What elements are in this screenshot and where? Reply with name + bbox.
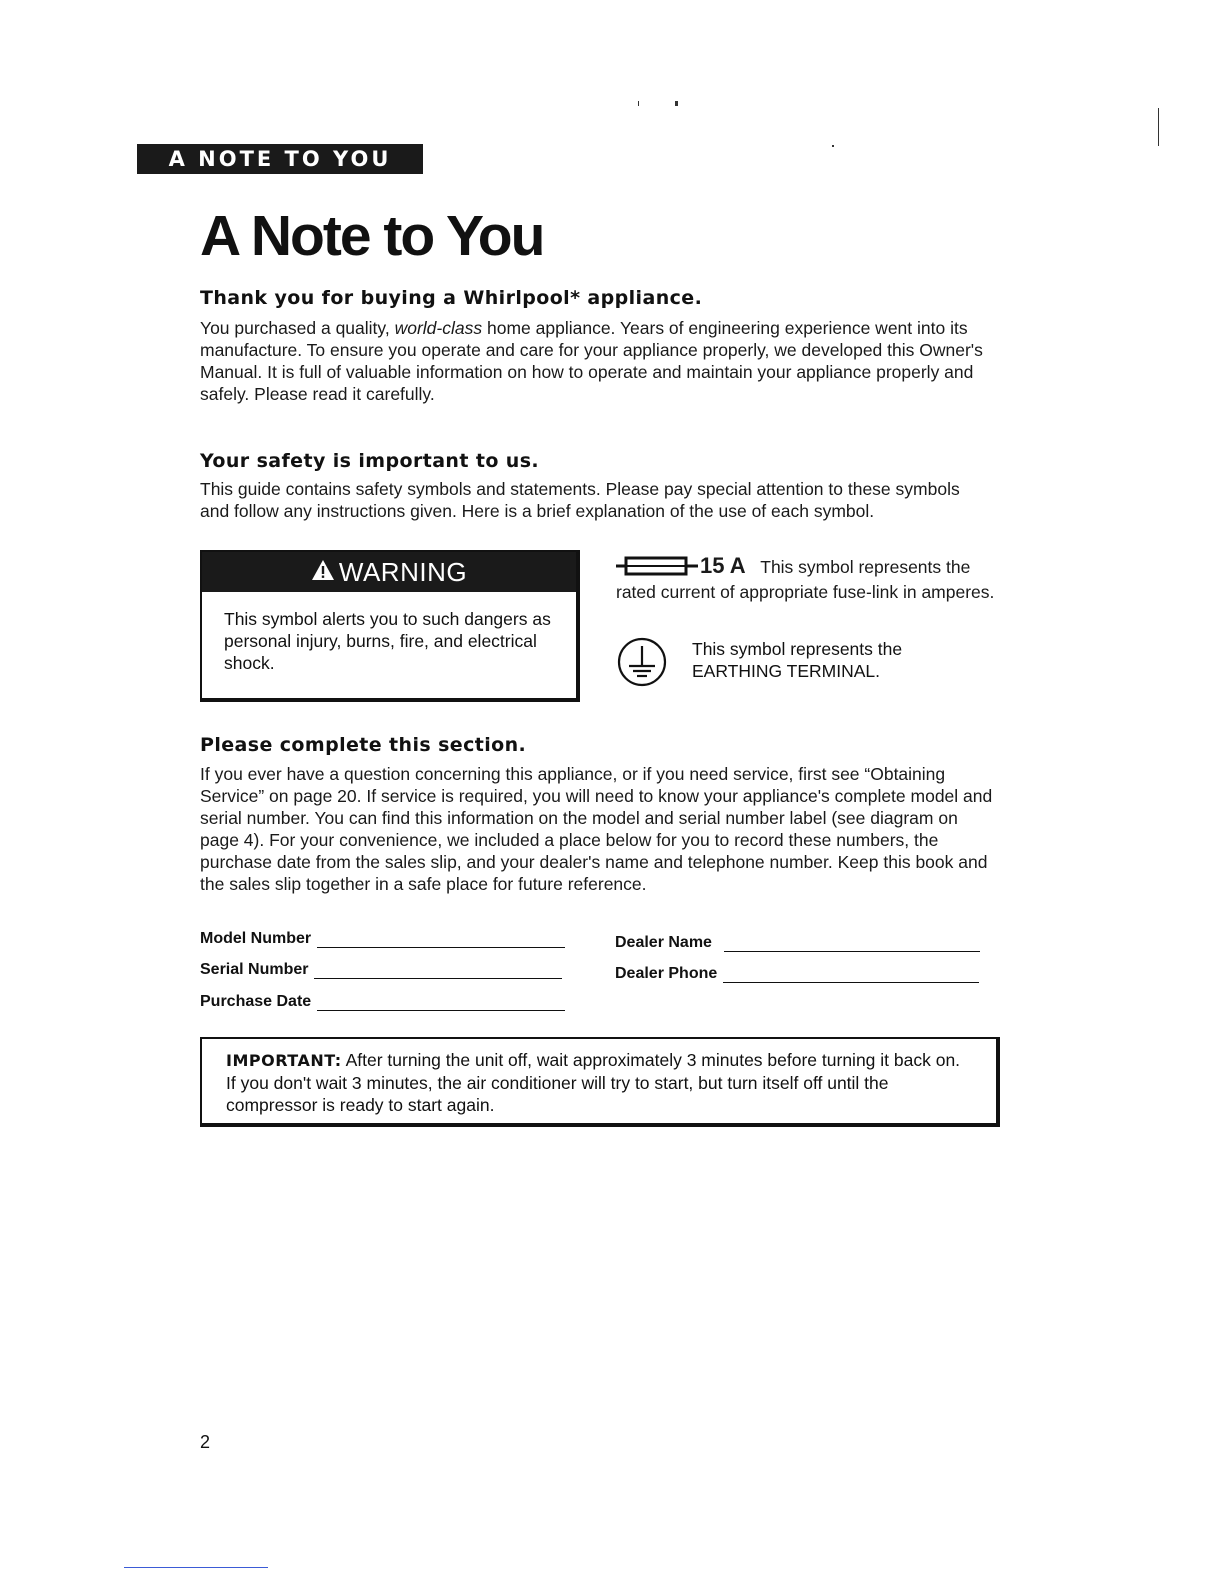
fuse-rating: 15 A xyxy=(700,553,746,578)
model-number-label: Model Number xyxy=(200,930,312,947)
warning-header xyxy=(202,552,576,592)
purchase-date-field[interactable] xyxy=(317,996,565,1011)
dealer-phone-field[interactable] xyxy=(723,968,979,983)
dealer-name-label: Dealer Name xyxy=(615,934,712,951)
page-title: A Note to You xyxy=(200,204,544,268)
important-text: After turning the unit off, wait approximately 3 minutes before turning it back on. If you don't wait 3 minutes, the air conditioner will try to start, but turn itself off until the compressor is ready to start again. xyxy=(226,1050,961,1115)
dealer-name-field[interactable] xyxy=(724,937,980,952)
thank-you-section xyxy=(200,287,1000,405)
fuse-icon xyxy=(616,556,698,581)
earthing-terminal-icon xyxy=(612,636,678,693)
dealer-phone-row xyxy=(615,965,979,983)
thank-you-heading: Thank you for buying a Whirlpool* appliance. xyxy=(200,287,703,309)
thank-you-text-rest: home appliance. Years of engineering experience went into its manufacture. To ensure you operate and care for your appliance properly, we developed this Owner's Manual. It is full of valuable information on how to operate and maintain your appliance properly and safely. Please read it carefully. xyxy=(200,318,983,404)
thank-you-text-start: You purchased a quality, xyxy=(200,318,395,338)
footer-rule xyxy=(124,1567,268,1568)
thank-you-text xyxy=(200,317,1000,405)
scan-mark xyxy=(832,145,834,147)
purchase-date-row xyxy=(200,993,565,1011)
earthing-text xyxy=(692,638,902,682)
scan-mark xyxy=(1158,108,1159,146)
serial-number-field[interactable] xyxy=(314,964,562,979)
warning-text: This symbol alerts you to such dangers as personal injury, burns, fire, and electrical shock. xyxy=(224,609,551,673)
complete-heading: Please complete this section. xyxy=(200,734,527,756)
purchase-date-label: Purchase Date xyxy=(200,993,312,1010)
dealer-phone-label: Dealer Phone xyxy=(615,965,718,982)
complete-text: If you ever have a question concerning this appliance, or if you need service, first see “Obtaining Service” on page 20. If service is required, you will need to know your appliance's complete model and serial number. You can find this information on the model and serial number label (see diagram on page 4). For your convenience, we included a place below for you to record these numbers, the purchase date from the sales slip, and your dealer's name and telephone number. Keep this book and the sales slip together in a safe place for future reference. xyxy=(200,764,993,894)
earthing-text-line-2: EARTHING TERMINAL. xyxy=(692,661,880,681)
important-label: IMPORTANT: xyxy=(226,1051,342,1070)
dealer-name-row xyxy=(615,934,980,952)
serial-number-row xyxy=(200,961,562,979)
scan-mark xyxy=(638,101,639,106)
page-number: 2 xyxy=(200,1432,211,1452)
complete-section xyxy=(200,734,1000,895)
warning-label: WARNING xyxy=(338,556,468,587)
scan-mark xyxy=(675,101,678,106)
serial-number-label: Serial Number xyxy=(200,961,309,978)
model-number-field[interactable] xyxy=(317,933,565,948)
safety-text: This guide contains safety symbols and statements. Please pay special attention to these symbols and follow any instructions given. Here is a brief explanation of the use of each symbol. xyxy=(200,479,960,521)
model-number-row xyxy=(200,930,565,948)
section-tab: A NOTE TO YOU xyxy=(137,144,423,174)
thank-you-emphasis: world-class xyxy=(394,318,483,338)
fuse-paragraph xyxy=(616,555,996,603)
fuse-text: This symbol represents the rated current of appropriate fuse-link in amperes. xyxy=(616,557,995,602)
fuse-symbol-block xyxy=(616,555,996,603)
warning-triangle-icon xyxy=(311,557,335,588)
safety-heading: Your safety is important to us. xyxy=(200,450,540,472)
safety-section xyxy=(200,450,990,522)
warning-box xyxy=(200,550,580,702)
earthing-text-line-1: This symbol represents the xyxy=(692,639,903,659)
important-notice xyxy=(200,1037,1000,1127)
